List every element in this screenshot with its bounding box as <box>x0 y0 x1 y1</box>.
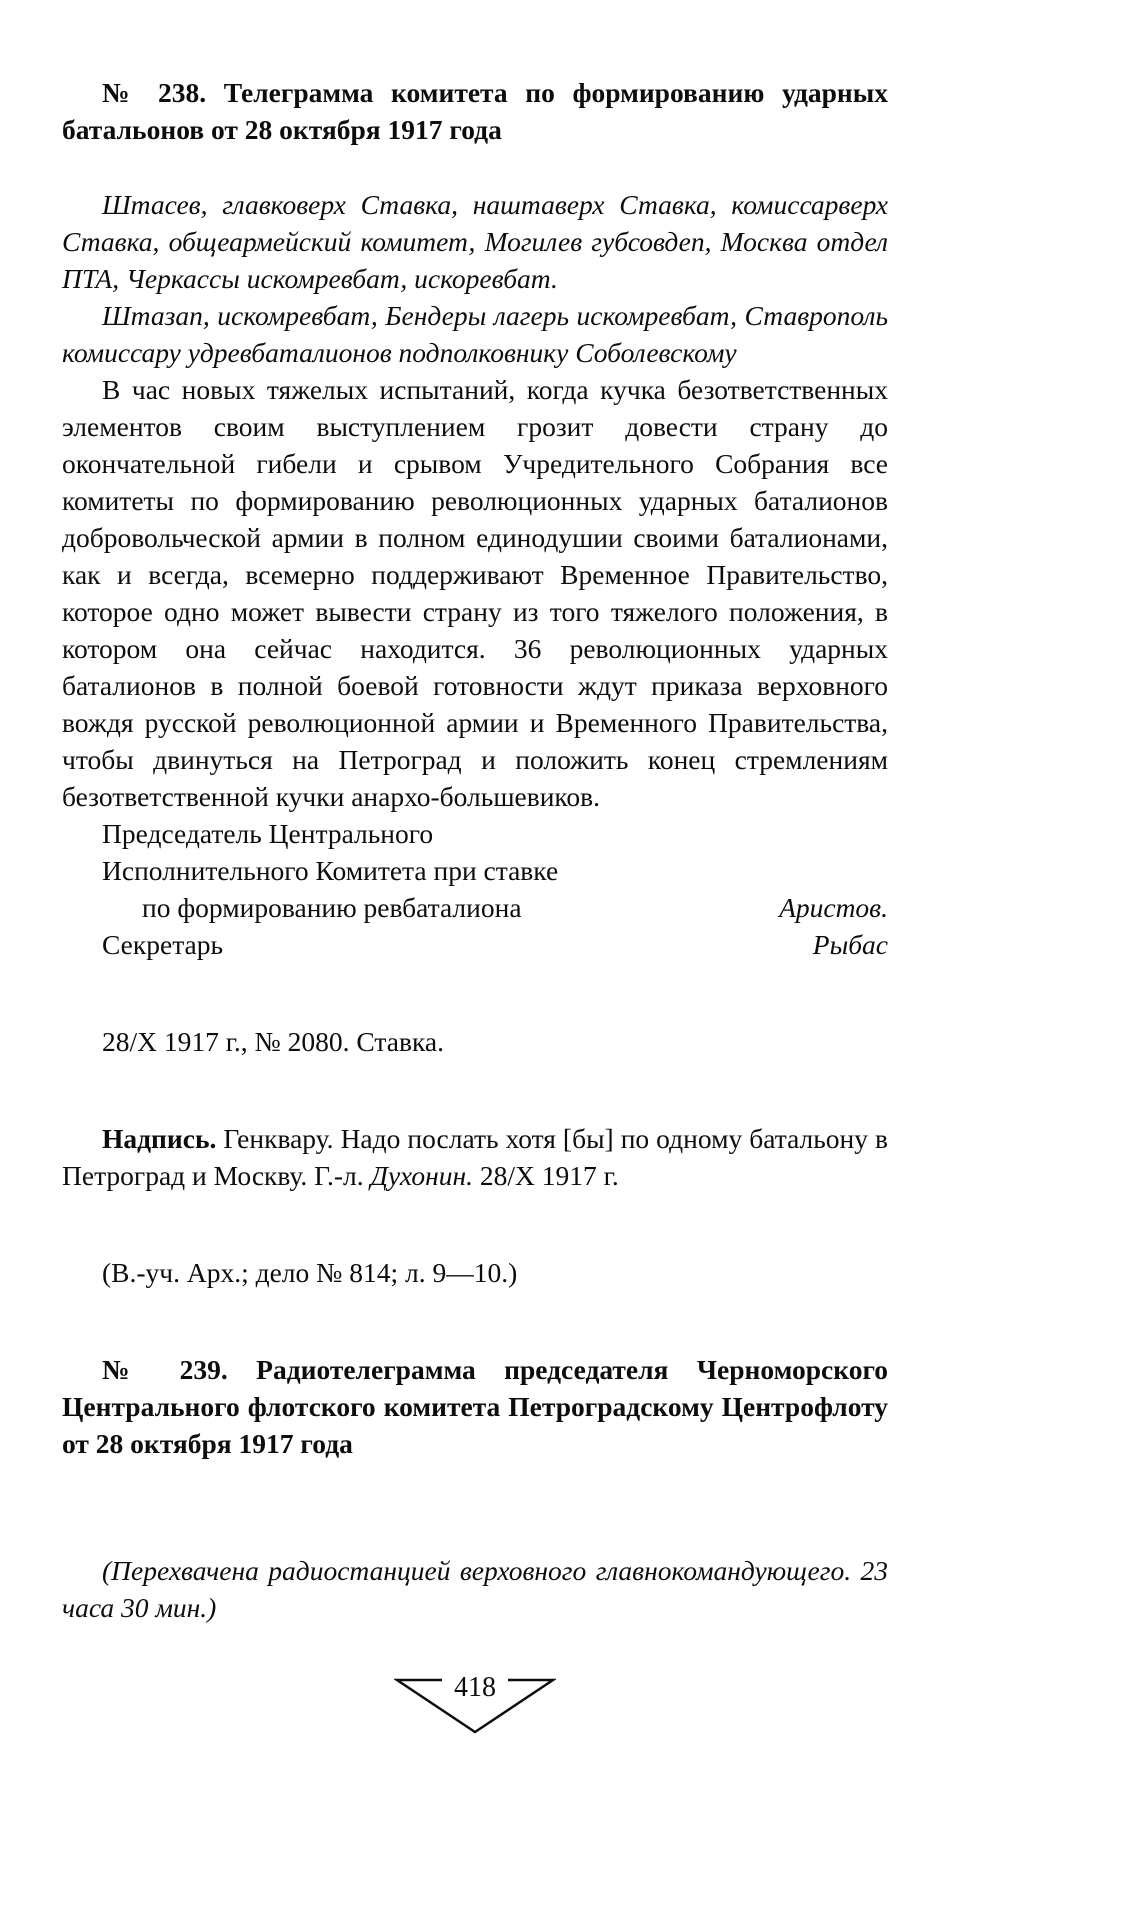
page-content <box>62 74 888 1736</box>
doc238-archive-ref: (В.-уч. Арх.; дело № 814; л. 9—10.) <box>102 1257 518 1288</box>
inscription-name: Духонин. <box>370 1160 474 1191</box>
inscription-text-2: 28/X 1917 г. <box>473 1160 619 1191</box>
signature-role-line-4: Секретарь <box>102 929 224 960</box>
inscription-label: Надпись. <box>102 1123 217 1154</box>
page-number-ornament <box>62 1672 888 1736</box>
doc238-dateline: 28/X 1917 г., № 2080. Ставка. <box>102 1026 444 1057</box>
signature-role-line-1: Председатель Центрального <box>102 818 434 849</box>
doc238-signature-block <box>62 815 888 963</box>
signature-name-rybas: Рыбас <box>812 929 888 960</box>
triangle-ornament <box>394 1672 556 1736</box>
doc238-inscription <box>62 1120 888 1194</box>
doc238-body: В час новых тяжелых испытаний, когда кучка безответственных элементов своим выступлением грозит довести страну до окончательной гибели и срывом Учредительного Собрания все комитеты по формированию революционных ударных баталионов добровольческой армии в полном единодушии своими баталионами, как и всегда, всемерно поддерживают Временное Правительство, которое одно может вывести страну из того тяжелого положения, в котором она сейчас находится. 36 революционных ударных баталионов в полной боевой готовности ждут приказа верховного вождя русской революционной армии и Временного Правительства, чтобы двинуться на Петроград и положить конец стремлениям безответственной кучки анархо-большевиков. <box>62 374 888 812</box>
doc238-title: № 238. Телеграмма комитета по формированию ударных батальонов от 28 октября 1917 года <box>62 77 888 145</box>
signature-role-line-3: по формированию ревбаталиона <box>142 892 522 923</box>
doc238-addressees-2: Штазап, искомревбат, Бендеры лагерь искомревбат, Ставрополь комиссару удревбаталионов подполковнику Соболевскому <box>62 300 888 368</box>
page-number: 418 <box>454 1672 496 1703</box>
inscription-text-1: Генквару. Надо послать хотя [бы] по одному батальону в Петроград и Москву. Г.-л. <box>62 1123 888 1191</box>
doc238-addressees-1: Штасев, главковерх Ставка, наштаверх Ставка, комиссарверх Ставка, общеармейский комитет, Могилев губсовдеп, Москва отдел ПТА, Черкассы искомревбат, искоревбат. <box>62 189 888 294</box>
signature-line-aristov <box>62 889 888 926</box>
signature-line-rybas <box>62 926 888 963</box>
doc239-title: № 239. Радиотелеграмма председателя Черноморского Центрального флотского комитета Петроградскому Центрофлоту от 28 октября 1917 года <box>62 1354 888 1459</box>
signature-name-aristov: Аристов. <box>779 892 888 923</box>
doc239-intercept-note: (Перехвачена радиостанцией верховного главнокомандующего. 23 часа 30 мин.) <box>62 1555 888 1623</box>
signature-role-line-2: Исполнительного Комитета при ставке <box>102 855 559 886</box>
